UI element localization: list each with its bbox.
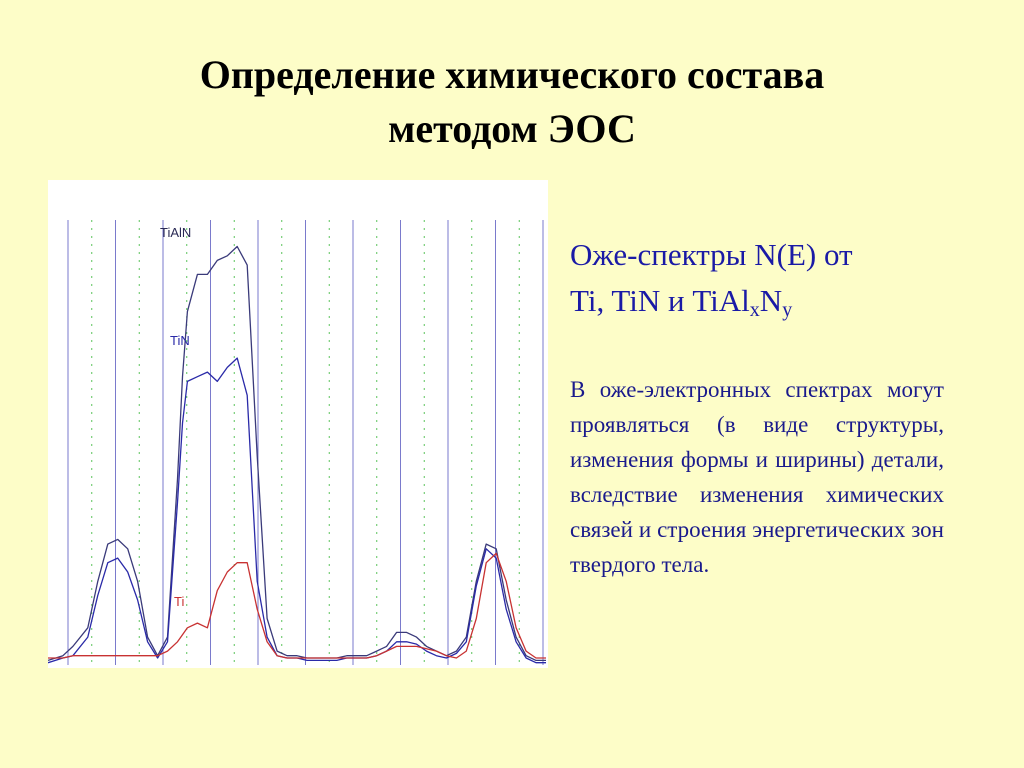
caption-sub-y: y — [782, 299, 793, 321]
label-layer — [160, 225, 191, 609]
caption-sub-x: x — [749, 299, 760, 321]
caption-part-3: N — [759, 283, 783, 318]
slide-title — [0, 48, 1024, 156]
title-line-1: Определение химического состава — [199, 52, 825, 97]
series-label-ti: Ti — [174, 594, 185, 609]
chart-svg — [48, 180, 548, 668]
auger-spectra-chart — [48, 180, 548, 668]
title-line-2: методом ЭОС — [388, 106, 636, 151]
caption-part-2: Ti, TiN и TiAl — [570, 283, 750, 318]
grid-layer — [68, 220, 543, 665]
series-line-tin — [48, 358, 546, 663]
body-paragraph: В оже-электронных спектрах могут проявляться (в виде структуры, изменения формы и ширины) детали, вследствие изменения химических связей и строения энергетических зон твердого тела. — [570, 377, 944, 577]
series-label-tin: TiN — [170, 333, 190, 348]
series-label-tialn: TiAlN — [160, 225, 192, 240]
caption-part-1: Оже-спектры N(E) от — [570, 237, 853, 272]
chart-caption — [570, 232, 950, 333]
